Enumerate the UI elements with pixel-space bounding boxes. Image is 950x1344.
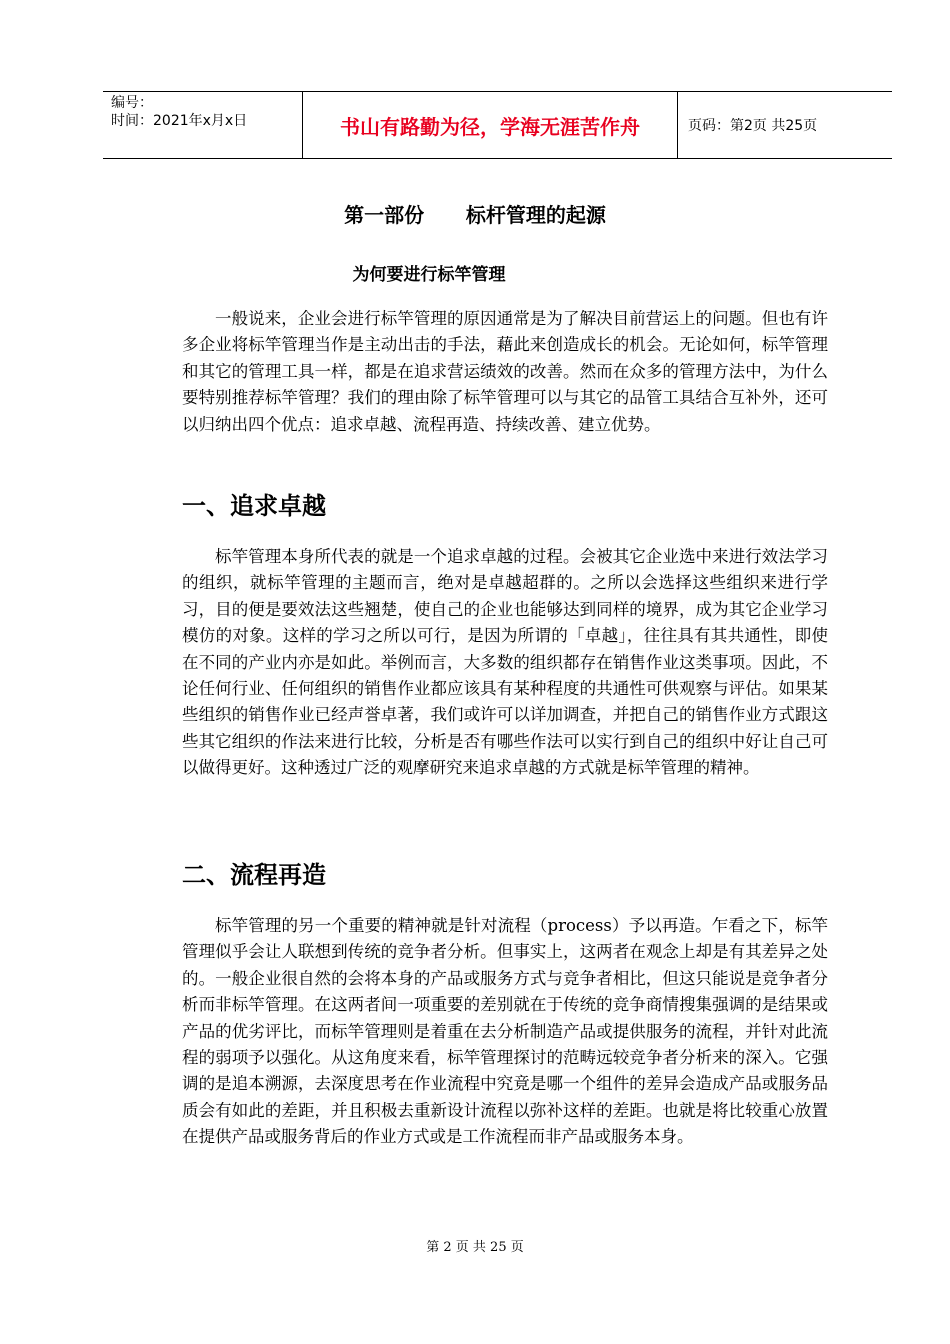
subtitle: 为何要进行标竿管理 — [352, 265, 506, 285]
document-number-label: 编号： — [111, 95, 153, 111]
section-1-paragraph: 标竿管理本身所代表的就是一个追求卓越的过程。会被其它企业选中来进行效法学习的组织，就标竿管理的主题而言，绝对是卓越超群的。之所以会选择这些组织来进行学习，目的便是要效法这些翘楚，使自己的企业也能够达到同样的境界，成为其它企业学习模仿的对象。这样的学习之所以可行，是因为所谓的「卓越」，往往具有其共通性，即使在不同的产业内亦是如此。举例而言，大多数的组织都存在销售作业这类事项。因此，不论任何行业、任何组织的销售作业都应该具有某种程度的共通性可供观察与评估。如果某些组织的销售作业已经声誉卓著，我们或许可以详加调查，并把自己的销售作业方式跟这些其它组织的作法来进行比较，分析是否有哪些作法可以实行到自己的组织中好让自己可以做得更好。这种透过广泛的观摩研究来追求卓越的方式就是标竿管理的精神。 — [182, 547, 828, 778]
section-heading-1: 一、追求卓越 — [182, 492, 326, 520]
document-header — [103, 91, 892, 159]
header-meta — [103, 92, 303, 158]
section-heading-2: 二、流程再造 — [182, 861, 326, 889]
header-motto: 书山有路勤为径，学海无涯苦作舟 — [303, 92, 678, 158]
header-page-label: 页码：第2页 共25页 — [688, 118, 818, 134]
document-time-label: 时间：2021年x月x日 — [111, 113, 248, 129]
intro-paragraph: 一般说来，企业会进行标竿管理的原因通常是为了解决目前营运上的问题。但也有许多企业将标竿管理当作是主动出击的手法，藉此来创造成长的机会。无论如何，标竿管理和其它的管理工具一样，都是在追求营运绩效的改善。然而在众多的管理方法中，为什么要特别推荐标竿管理？我们的理由除了标竿管理可以与其它的品管工具结合互补外，还可以归纳出四个优点：追求卓越、流程再造、持续改善、建立优势。 — [182, 309, 828, 434]
section-2-paragraph: 标竿管理的另一个重要的精神就是针对流程（process）予以再造。乍看之下，标竿管理似乎会让人联想到传统的竞争者分析。但事实上，这两者在观念上却是有其差异之处的。一般企业很自然的会将本身的产品或服务方式与竞争者相比，但这只能说是竞争者分析而非标竿管理。在这两者间一项重要的差别就在于传统的竞争商情搜集强调的是结果或产品的优劣评比，而标竿管理则是着重在去分析制造产品或提供服务的流程，并针对此流程的弱项予以强化。从这角度来看，标竿管理探讨的范畴远较竞争者分析来的深入。它强调的是追本溯源，去深度思考在作业流程中究竟是哪一个组件的差异会造成产品或服务品质会有如此的差距，并且积极去重新设计流程以弥补这样的差距。也就是将比较重心放置在提供产品或服务背后的作业方式或是工作流程而非产品或服务本身。 — [182, 916, 828, 1147]
part-title: 第一部份 标杆管理的起源 — [344, 203, 606, 227]
page-footer: 第 2 页 共 25 页 — [426, 1240, 524, 1255]
